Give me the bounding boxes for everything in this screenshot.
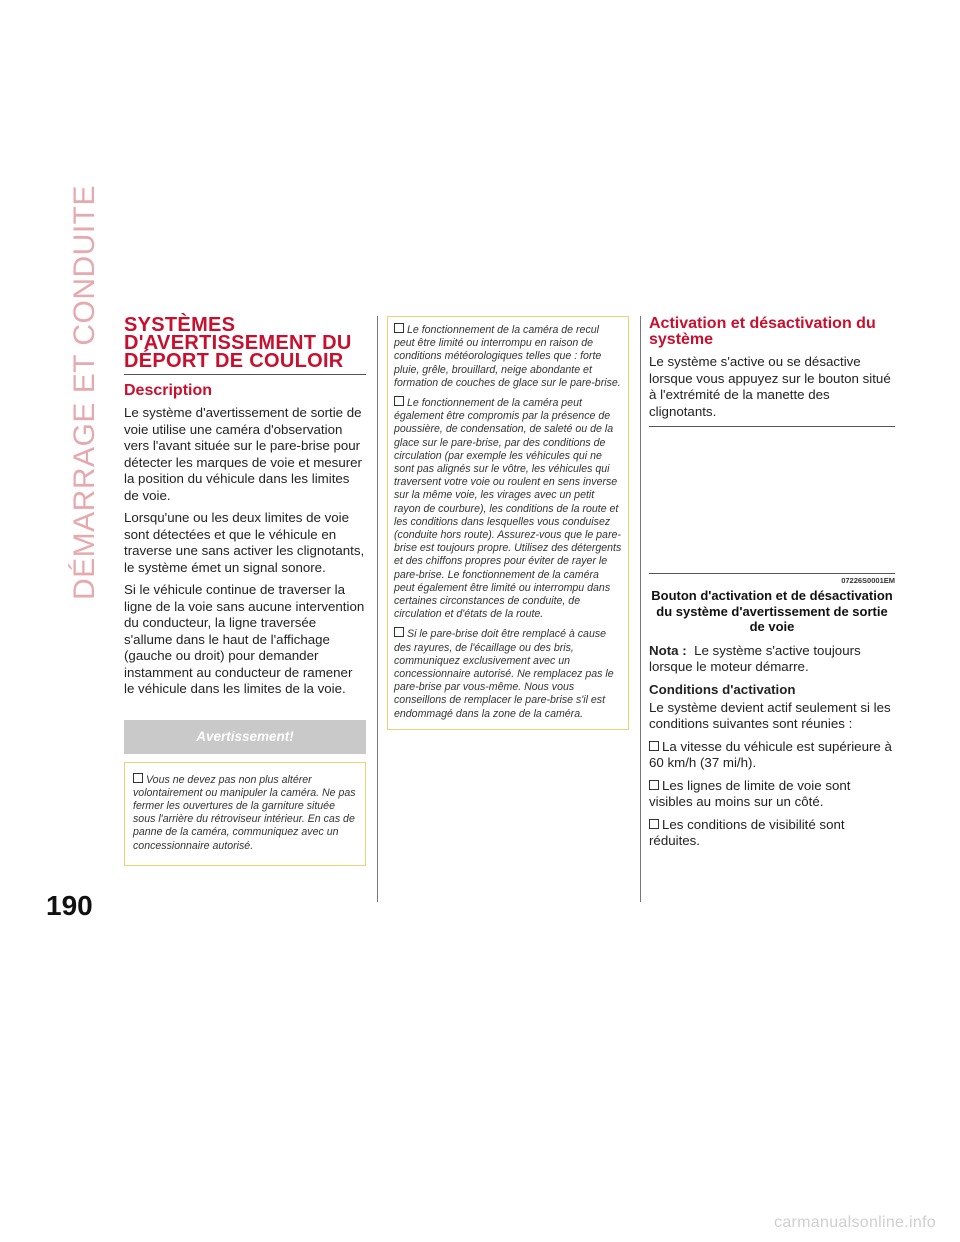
checkbox-bullet-icon <box>394 627 404 637</box>
condition-item <box>649 739 895 772</box>
conditions-intro: Le système devient actif seulement si les conditions suivantes sont réunies : <box>649 699 891 731</box>
column-divider-1 <box>377 316 378 902</box>
note <box>649 643 895 676</box>
checkbox-bullet-icon <box>133 773 143 783</box>
warning-text: Si le pare-brise doit être remplacé à cause des rayures, de l'écaillage ou des bris, communiquez exclusivement avec un concessionnaire autorisé. Ne remplacez pas le pare-brise par vous-même. Nous vous conseillons de remplacer le pare-brise s'il est endommagé dans la zone de la caméra. <box>394 628 614 720</box>
condition-item <box>649 817 895 850</box>
column-3 <box>649 316 895 856</box>
paragraph: Lorsqu'une ou les deux limites de voie sont détectées et que le véhicule en traverse une sans activer les clignotants, le système émet un signal sonore. <box>124 510 365 575</box>
checkbox-bullet-icon <box>649 780 659 790</box>
note-label: Nota : <box>649 642 687 658</box>
figure-placeholder <box>649 433 895 573</box>
figure-top-rule <box>649 426 895 427</box>
warning-heading: Avertissement! <box>124 720 366 754</box>
column-divider-2 <box>640 316 641 902</box>
paragraph: Le système d'avertissement de sortie de voie utilise une caméra d'observation vers l'avant située sur le pare-brise pour détecter les marques de voie et mesurer la position du véhicule dans les limites de voie. <box>124 405 362 503</box>
figure-code: 07226S0001EM <box>841 576 895 585</box>
checkbox-bullet-icon <box>394 323 404 333</box>
paragraph: Si le véhicule continue de traverser la ligne de la voie sans aucune intervention du conducteur, la ligne traversée s'allume dans le haut de l'affichage (gauche ou droit) pour demander instamment au conducteur de ramener le véhicule dans les limites de la voie. <box>124 582 365 696</box>
warning-text: Vous ne devez pas non plus altérer volontairement ou manipuler la caméra. Ne pas fermer les ouvertures de la garniture située sous l'arrière du rétroviseur intérieur. En cas de panne de la caméra, communiquez avec un concessionnaire autorisé. <box>133 773 356 852</box>
checkbox-bullet-icon <box>649 741 659 751</box>
warning-item <box>394 396 622 621</box>
description-heading: Description <box>124 382 213 399</box>
checkbox-bullet-icon <box>649 819 659 829</box>
warning-item <box>133 773 357 853</box>
conditions-heading: Conditions d'activation <box>649 681 796 697</box>
warning-text: Le fonctionnement de la caméra de recul peut être limité ou interrompu en raison de conditions météorologiques telles que : forte pluie, grêle, brouillard, neige abondante et formation de couches de glace sur le pare-brise. <box>394 324 621 389</box>
warning-box-continued <box>387 316 629 730</box>
condition-text: Les conditions de visibilité sont réduites. <box>649 816 845 848</box>
checkbox-bullet-icon <box>394 396 404 406</box>
page-number: 190 <box>46 890 93 921</box>
activation-heading: Activation et désactivation du système <box>649 315 876 348</box>
column-2 <box>387 316 629 730</box>
section-title: SYSTÈMES D'AVERTISSEMENT DU DÉPORT DE COULOIR <box>124 316 366 375</box>
condition-item <box>649 778 895 811</box>
warning-item <box>394 323 622 390</box>
activation-intro: Le système s'active ou se désactive lorsque vous appuyez sur le bouton situé à l'extrémité de la manette des clignotants. <box>649 354 891 419</box>
column-1 <box>124 316 366 866</box>
side-title-text: DÉMARRAGE ET CONDUITE <box>68 185 101 600</box>
figure-caption: Bouton d'activation et de désactivation du système d'avertissement de sortie de voie <box>651 588 893 634</box>
note-text: Le système s'active toujours lorsque le moteur démarre. <box>649 642 861 674</box>
condition-text: Les lignes de limite de voie sont visibles au moins sur un côté. <box>649 777 851 809</box>
warning-item <box>394 627 622 720</box>
warning-text: Le fonctionnement de la caméra peut également être compromis par la présence de poussière, de condensation, de saleté ou de la glace sur le pare-brise, par des conditions de circulation (par exemple les véhicules qui ne sont pas alignés sur le vôtre, les véhicules qui traversent votre voie ou roulent en sens inverse sur la même voie, les virages avec un petit rayon de courbure), les conditions de la route et les conditions dans lesquelles vous conduisez (conduite hors route). Assurez-vous que le pare-brise est toujours propre. Utilisez des détergents et des chiffons propres pour éviter de rayer le pare-brise. Le fonctionnement de la caméra peut également être limité ou interrompu dans certaines circonstances de conduite, de circulation et d'états de la route. <box>394 397 622 621</box>
warning-box <box>124 762 366 866</box>
footer-watermark: carmanualsonline.info <box>774 1214 936 1231</box>
condition-text: La vitesse du véhicule est supérieure à 60 km/h (37 mi/h). <box>649 738 892 770</box>
